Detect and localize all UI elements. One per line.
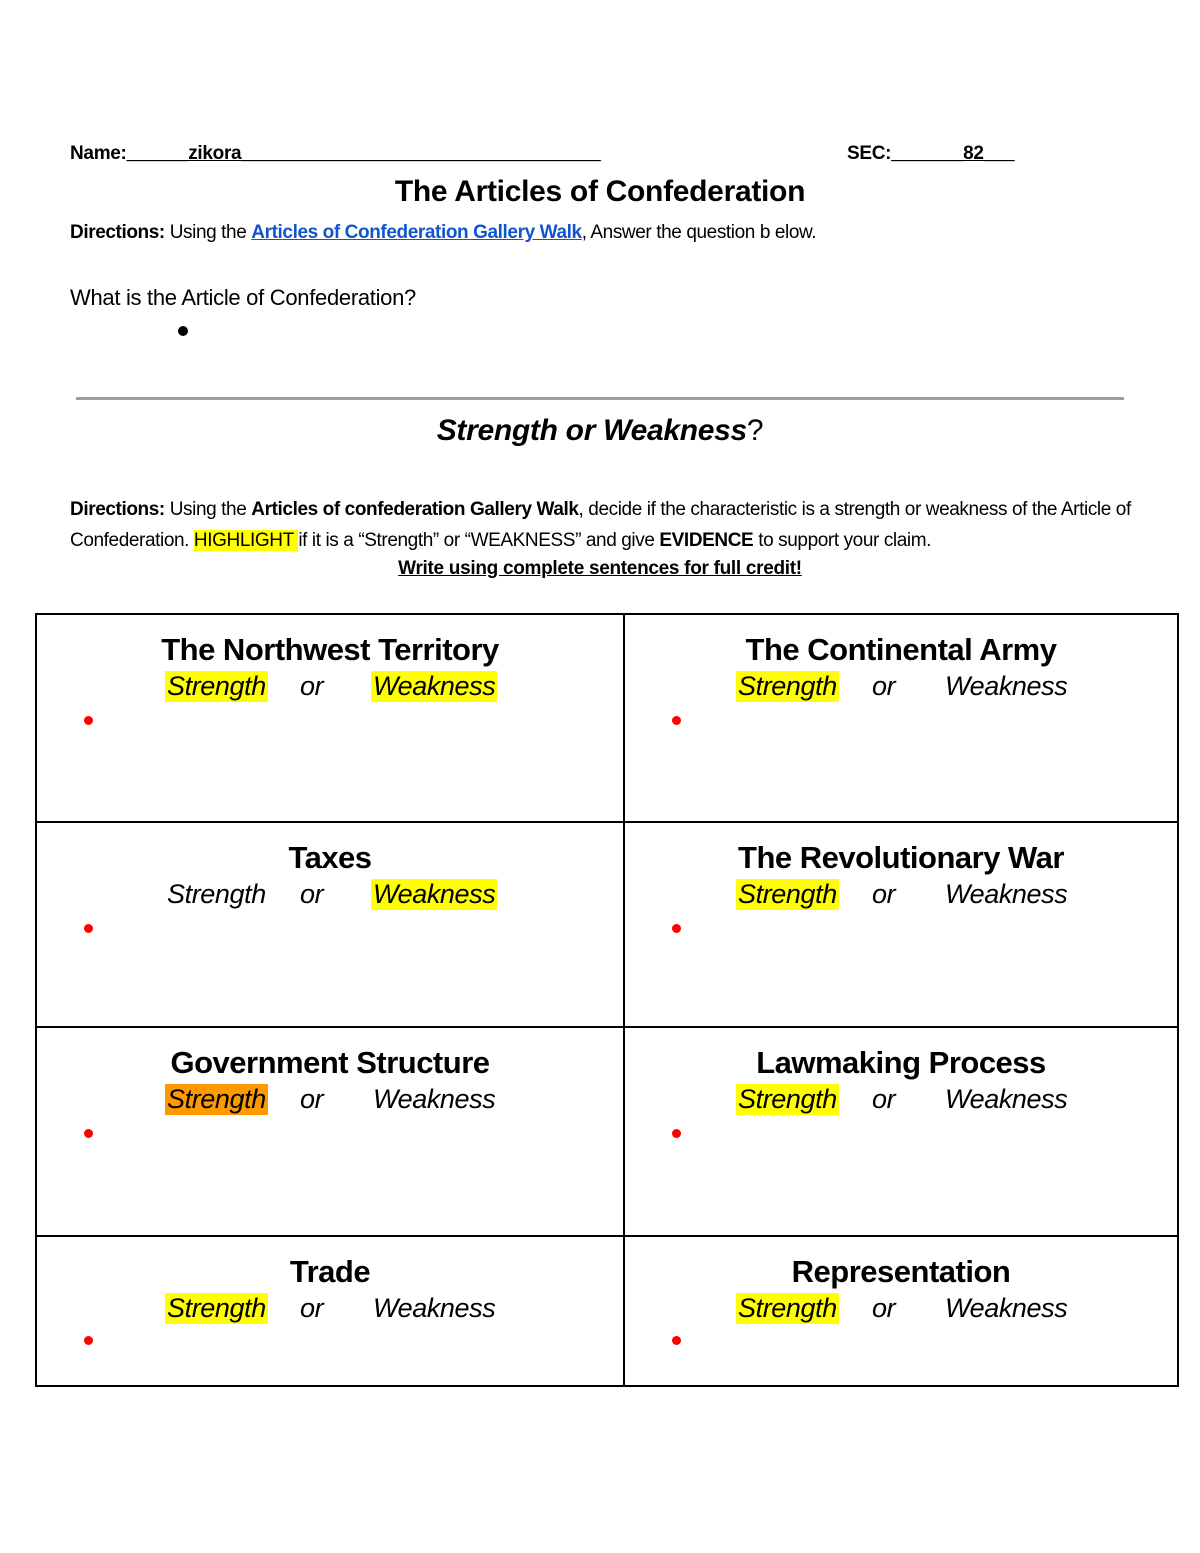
weakness-option[interactable]: Weakness (945, 671, 1068, 701)
evidence-bullet-icon (84, 716, 93, 725)
section-field[interactable] (847, 143, 1014, 165)
cell-title: Trade (289, 1254, 371, 1289)
strength-option[interactable]: Strength (738, 1084, 837, 1114)
directions-1-text-after: , Answer the question b elow. (581, 222, 817, 243)
cell-title: Taxes (288, 840, 372, 875)
strength-option[interactable]: Strength (167, 879, 266, 909)
page-title: The Articles of Confederation (394, 175, 806, 208)
directions-2-bold-source: Articles of confederation Gallery Walk (251, 499, 579, 520)
subtitle-text: Strength or Weakness (436, 414, 747, 447)
question-text: What is the Article of Confederation? (70, 285, 416, 310)
directions-2-text: to support your claim. (753, 530, 932, 551)
cell-northwest-territory[interactable] (36, 614, 624, 822)
cell-representation[interactable] (624, 1236, 1178, 1386)
weakness-option[interactable]: Weakness (373, 671, 496, 701)
directions-2-text: Using the (164, 499, 252, 520)
sec-value[interactable]: 82 (963, 143, 984, 164)
cell-title: The Revolutionary War (738, 840, 1064, 875)
or-label: or (872, 671, 896, 701)
name-blank-after: ___________________________________ (241, 143, 601, 164)
or-label: or (872, 879, 896, 909)
highlight-word: HIGHLIGHT (193, 530, 299, 551)
weakness-option[interactable]: Weakness (945, 1293, 1068, 1323)
or-label: or (300, 1293, 324, 1323)
or-label: or (300, 879, 324, 909)
strength-option[interactable]: Strength (738, 671, 837, 701)
strength-option[interactable]: Strength (738, 1293, 837, 1323)
cell-lawmaking-process[interactable] (624, 1027, 1178, 1236)
directions-2-label: Directions: (70, 499, 165, 520)
evidence-bullet-icon (672, 1129, 681, 1138)
sec-label: SEC: (847, 143, 892, 164)
evidence-word: EVIDENCE (659, 530, 754, 551)
cell-revolutionary-war[interactable] (624, 822, 1178, 1027)
evidence-bullet-icon (84, 1129, 93, 1138)
name-field[interactable] (70, 143, 601, 165)
cell-title: Lawmaking Process (756, 1045, 1046, 1080)
sec-blank-after: ___ (983, 143, 1015, 164)
strength-option[interactable]: Strength (738, 879, 837, 909)
section-subtitle (0, 414, 1200, 448)
or-label: or (300, 671, 324, 701)
evidence-bullet-icon (672, 1336, 681, 1345)
name-value[interactable]: zikora (188, 143, 242, 164)
weakness-option[interactable]: Weakness (373, 879, 496, 909)
cell-title: The Continental Army (745, 632, 1057, 667)
evidence-bullet-icon (672, 924, 681, 933)
cell-trade[interactable] (36, 1236, 624, 1386)
gallery-walk-link[interactable]: Articles of Confederation Gallery Walk (251, 222, 582, 243)
credit-note: Write using complete sentences for full credit! (398, 558, 802, 579)
directions-2-text: if it is a “Strength” or “WEAKNESS” and give (298, 530, 660, 551)
weakness-option[interactable]: Weakness (373, 1084, 496, 1114)
strength-option[interactable]: Strength (167, 671, 266, 701)
cell-title: Representation (791, 1254, 1011, 1289)
directions-2-text: , decide if the characteristic is a strength or weakness of the Article of Confederation. (70, 499, 1131, 551)
weakness-option[interactable]: Weakness (945, 1084, 1068, 1114)
cell-title: The Northwest Territory (161, 632, 499, 667)
horizontal-divider (76, 397, 1124, 400)
cell-taxes[interactable] (36, 822, 624, 1027)
or-label: or (872, 1293, 896, 1323)
subtitle-qmark: ? (746, 414, 764, 447)
or-label: or (300, 1084, 324, 1114)
directions-1 (70, 222, 816, 244)
weakness-option[interactable]: Weakness (373, 1293, 496, 1323)
cell-government-structure[interactable] (36, 1027, 624, 1236)
name-label: Name: (70, 143, 127, 164)
cell-continental-army[interactable] (624, 614, 1178, 822)
directions-2 (70, 494, 1140, 556)
strength-weakness-table (35, 613, 1179, 1387)
or-label: or (872, 1084, 896, 1114)
evidence-bullet-icon (84, 1336, 93, 1345)
strength-option[interactable]: Strength (167, 1293, 266, 1323)
directions-1-text: Using the (164, 222, 252, 243)
answer-bullet-icon (178, 326, 188, 336)
weakness-option[interactable]: Weakness (945, 879, 1068, 909)
evidence-bullet-icon (672, 716, 681, 725)
sec-blank-before: _______ (891, 143, 964, 164)
strength-option[interactable]: Strength (167, 1084, 266, 1114)
cell-title: Government Structure (170, 1045, 490, 1080)
directions-1-label: Directions: (70, 222, 165, 243)
name-blank-before: ______ (126, 143, 189, 164)
evidence-bullet-icon (84, 924, 93, 933)
